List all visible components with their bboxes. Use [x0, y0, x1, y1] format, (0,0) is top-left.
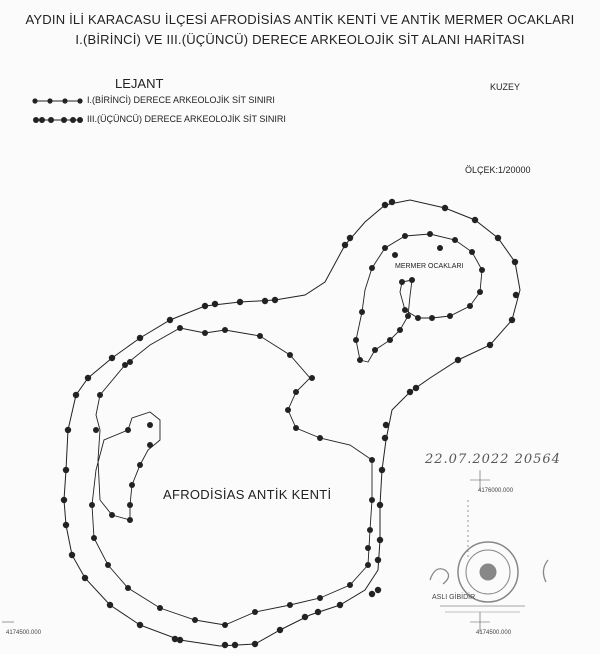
legend-title: LEJANT [115, 76, 164, 91]
north-label: KUZEY [490, 82, 521, 92]
scale-label: ÖLÇEK:1/20000 [465, 165, 531, 175]
quarry-site-boundary [356, 234, 482, 362]
first-degree-site-boundary [92, 328, 372, 625]
legend-item-first-degree-label: I.(BİRİNCİ) DERECE ARKEOLOJİK SİT SINIRI [87, 95, 275, 105]
legend-item-third-degree-label: III.(ÜÇÜNCÜ) DERECE ARKEOLOJİK SİT SINIRI [87, 114, 286, 124]
stamp-caption: ASLI GİBİDİR [432, 594, 476, 601]
grid-label-northing-lower-left: 4174500.000 [6, 630, 42, 636]
grid-label-northing-upper: 4176000.000 [478, 488, 514, 494]
map-title-line-2: I.(BİRİNCİ) VE III.(ÜÇÜNCÜ) DERECE ARKEOLOJİK SİT ALANI HARİTASI [75, 32, 525, 47]
quarries-label: MERMER OCAKLARI [395, 263, 464, 270]
official-stamp [430, 542, 548, 612]
grid-label-northing-lower-right: 4174500.000 [476, 630, 512, 636]
handwritten-date-number: 22.07.2022 20564 [425, 452, 561, 467]
map-title-line-1: AYDIN İLİ KARACASU İLÇESİ AFRODİSİAS ANTİK KENTİ VE ANTİK MERMER OCAKLARI [25, 12, 575, 27]
ancient-city-label: AFRODİSİAS ANTİK KENTİ [163, 487, 332, 502]
